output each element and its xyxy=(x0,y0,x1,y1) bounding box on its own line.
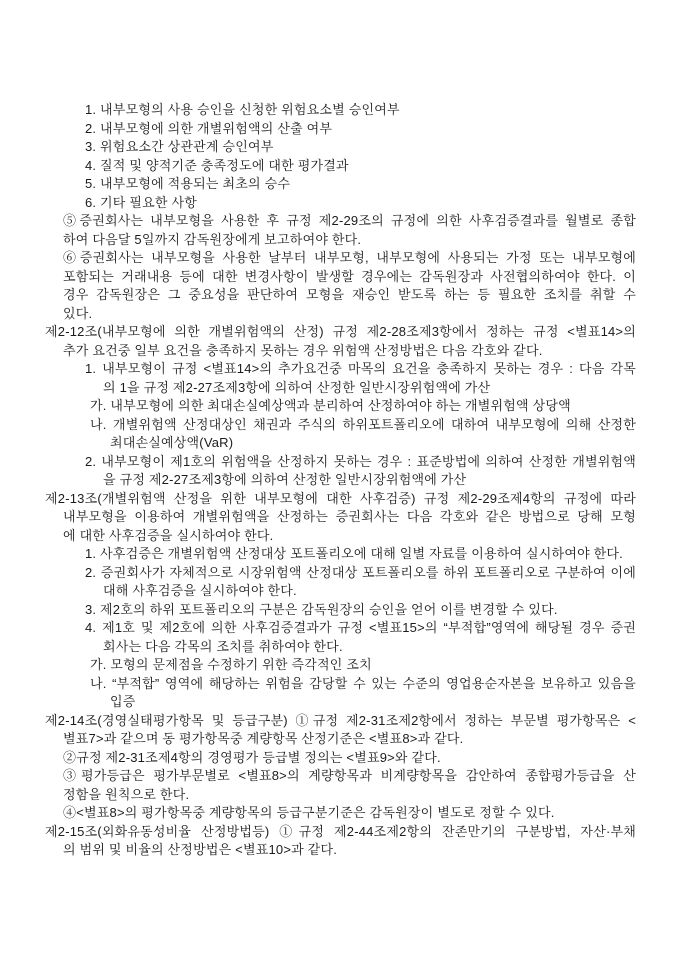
text-line: 4. 질적 및 양적기준 충족정도에 대한 평가결과 xyxy=(85,157,349,173)
text-line: ②규정 제2-31조제4항의 경영평가 등급별 정의는 <별표9>와 같다. xyxy=(63,749,441,765)
document-text-block xyxy=(45,101,636,860)
text-line: 2. 내부모형에 의한 개별위험액의 산출 여부 xyxy=(85,120,333,136)
text-line: ⑤증권회사는 내부모형을 사용한 후 규정 제2-29조의 규정에 의한 사후검증결과를 월별로 종합 xyxy=(63,213,636,228)
text-line: 정함을 원칙으로 한다. xyxy=(63,786,190,802)
text-line: 제2-12조(내부모형에 의한 개별위험액의 산정) 규정 제2-28조제3항에서 정하는 규정 <별표14>의 xyxy=(45,324,636,339)
text-line: ④<별표8>의 평가항목중 계량항목의 등급구분기준은 감독원장이 별도로 정할 수 있다. xyxy=(63,805,555,820)
text-line: 3. 위험요소간 상관관계 승인여부 xyxy=(85,139,274,154)
text-line: 의 1을 규정 제2-27조제3항에 의하여 산정한 일반시장위험액에 가산 xyxy=(103,379,491,395)
text-line: 경우 감독원장은 그 중요성을 판단하여 모형을 재승인 받도록 하는 등 필요한 조치를 취할 수 xyxy=(63,287,636,302)
text-line: 2. 내부모형이 제1호의 위험액을 산정하지 못하는 경우 : 표준방법에 의하여 산정한 개별위험액 xyxy=(85,453,636,469)
text-line: 하여 다음달 5일까지 감독원장에게 보고하여야 한다. xyxy=(63,231,362,247)
text-line: 제2-13조(개별위험액 산정을 위한 내부모형에 대한 사후검증) 규정 제2-29조제4항의 규정에 따라 xyxy=(45,490,636,506)
text-line: 가. 모형의 문제점을 수정하기 위한 즉각적인 조치 xyxy=(90,657,372,672)
text-line: 1. 내부모형의 사용 승인을 신청한 위험요소별 승인여부 xyxy=(85,102,400,117)
text-line: 4. 제1호 및 제2호에 의한 사후검증결과가 규정 <별표15>의 “부적합”영역에 해당될 경우 증권 xyxy=(85,620,636,635)
text-line: 입증 xyxy=(110,694,136,709)
text-line: 내부모형을 이용하여 개별위험액을 산정하는 증권회사는 다음 각호와 같은 방법으로 당해 모형 xyxy=(63,509,636,524)
text-line: 나. “부적합” 영역에 해당하는 위험을 감당할 수 있는 수준의 영업용순자본을 보유하고 있음을 xyxy=(90,675,636,691)
text-line: 을 규정 제2-27조제3항에 의하여 산정한 일반시장위험액에 가산 xyxy=(103,472,467,487)
text-line: 포함되는 거래내용 등에 대한 변경사항이 발생할 경우에는 감독원장과 사전협의하여야 한다. 이 xyxy=(63,268,636,284)
text-line: 별표7>과 같으며 동 평가항목중 계량항목 산정기준은 <별표8>과 같다. xyxy=(63,731,464,746)
text-line: 3. 제2호의 하위 포트폴리오의 구분은 감독원장의 승인을 얻어 이를 변경할 수 있다. xyxy=(85,601,558,617)
text-line: 2. 증권회사가 자체적으로 시장위험액 산정대상 포트폴리오를 하위 포트폴리오로 구분하여 이에 xyxy=(85,564,636,580)
text-line: 추가 요건중 일부 요건을 충족하지 못하는 경우 위험액 산정방법은 다음 각호와 같다. xyxy=(63,342,543,358)
text-line: 의 범위 및 비율의 산정방법은 <별표10>과 같다. xyxy=(63,842,338,857)
text-line: ③평가등급은 평가부문별로 <별표8>의 계량항목과 비계량항목을 감안하여 종합평가등급을 산 xyxy=(63,768,636,783)
text-line: 에 대한 사후검증을 실시하여야 한다. xyxy=(63,527,274,543)
text-line: 제2-15조(외화유동성비율 산정방법등) ①규정 제2-44조제2항의 잔존만기의 구분방법, 자산·부채 xyxy=(45,823,636,839)
text-line: 회사는 다음 각목의 조치를 취하여야 한다. xyxy=(103,638,343,654)
text-line: 6. 기타 필요한 사항 xyxy=(85,194,197,210)
text-line: 가. 내부모형에 의한 최대손실예상액과 분리하여 산정하여야 하는 개별위험액 상당액 xyxy=(90,398,571,413)
text-line: ⑥증권회사는 내부모형을 사용한 날부터 내부모형, 내부모형에 사용되는 가정 또는 내부모형에 xyxy=(63,250,636,265)
text-line: 5. 내부모형에 적용되는 최초의 승수 xyxy=(85,176,291,191)
text-line: 1. 사후검증은 개별위험액 산정대상 포트폴리오에 대해 일별 자료를 이용하여 실시하여야 한다. xyxy=(85,546,623,561)
text-line: 대해 사후검증을 실시하여야 한다. xyxy=(103,583,297,598)
text-line: 제2-14조(경영실태평가항목 및 등급구분) ①규정 제2-31조제2항에서 정하는 부문별 평가항목은 < xyxy=(45,712,636,728)
text-line: 있다. xyxy=(63,305,93,321)
text-line: 나. 개별위험액 산정대상인 채권과 주식의 하위포트폴리오에 대하여 내부모형에 의해 산정한 xyxy=(90,416,636,432)
text-line: 최대손실예상액(VaR) xyxy=(110,435,234,450)
text-line: 1. 내부모형이 규정 <별표14>의 추가요건중 마목의 요건을 충족하지 못하는 경우 : 다음 각목 xyxy=(85,361,636,376)
